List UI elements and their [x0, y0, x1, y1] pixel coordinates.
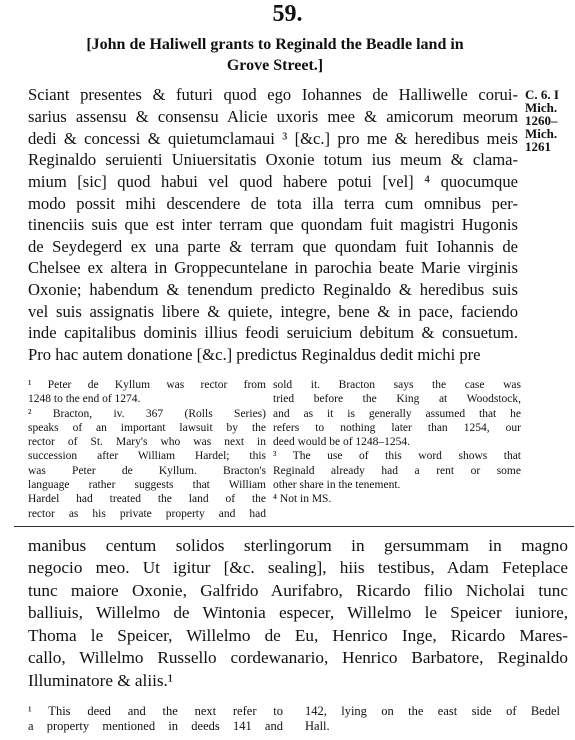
footnote-line: ² Bracton, iv. 367 (Rolls Series): [28, 407, 266, 420]
footnote-line: deed would be of 1248–1254.: [273, 436, 411, 449]
body-line: Chelsee ex altera in Groppecuntelane in parochia beate Marie virginis: [28, 258, 518, 277]
margin-note-line: 1261: [525, 139, 551, 154]
footnotes-left-column: [28, 378, 266, 521]
footnote-line: rector as his private property and had: [28, 507, 266, 520]
margin-note-line: Mich.: [525, 126, 558, 141]
continuation-line: Thoma le Speicer, Willelmo de Eu, Henrico Inge, Ricardo Mares-: [28, 626, 568, 645]
footnote-line: Hall.: [305, 719, 330, 733]
body-line: inde capitalibus dominis illius feodi seruicium debitum & consuetum.: [28, 323, 518, 342]
footnote-line: Hardel had treated the land of the: [28, 493, 266, 506]
footnote-line: speaks of an important lawsuit by the: [28, 421, 266, 434]
body-line: de Seydegerd ex una parte & terram que quondam fuit Iohannis de: [28, 237, 518, 256]
body-line: dedi & concessi & quietumclamaui ³ [&c.] pro me & heredibus meis: [28, 129, 518, 148]
footnote-line: refers to nothing later than 1254, our: [273, 421, 521, 434]
body-line: Sciant presentes & futuri quod ego Iohannes de Halliwelle corui-: [28, 85, 518, 104]
continuation-line: callo, Willelmo Russello cordewanario, Henrico Barbatore, Reginaldo: [28, 648, 568, 667]
body-line: modo possit mihi descendere de tota illa terra cum omnibus per-: [28, 194, 518, 213]
continuation-line: Illuminatore & aliis.¹: [28, 671, 174, 690]
continuation-line: tunc maiore Oxonie, Galfrido Aurifabro, Ricardo filio Nicholai tunc: [28, 581, 568, 600]
page-number: 59.: [272, 1, 303, 27]
footnote-line: a property mentioned in deeds 141 and: [28, 719, 283, 733]
footnote-line: ³ The use of this word shows that: [273, 450, 521, 463]
body-line: vel suis assignatis libere & quiete, integre, bene & in pace, faciendo: [28, 302, 518, 321]
footnote-line: was Peter de Kyllum. Bracton's: [28, 464, 266, 477]
body-line: Pro hac autem donatione [&c.] predictus Reginaldus dedit michi pre: [28, 345, 481, 364]
margin-date-note: [525, 88, 575, 153]
footnote-line: Reginald already had a rent or some: [273, 464, 521, 477]
footnote-line: sold it. Bracton says the case was: [273, 379, 521, 391]
continuation-line: manibus centum solidos sterlingorum in gersummam in magno: [28, 536, 568, 555]
footnote-line: 142, lying on the east side of Bedel: [305, 704, 560, 718]
body-line: Reginaldo seruienti Uniuersitatis Oxonie totum ius meum & clama-: [28, 150, 518, 169]
footnote-line: ¹ Peter de Kyllum was rector from: [28, 379, 266, 391]
margin-note-line: 1260–: [525, 113, 558, 128]
footnote-line: succession after William Hardel; this: [28, 450, 266, 463]
body-line: sarius assensu & consensu Alicie uxoris mee & amicorum meorum: [28, 107, 518, 126]
deed-heading: [30, 34, 520, 76]
footnote-line: other share in the tenement.: [273, 479, 401, 492]
heading-line-2: Grove Street.]: [226, 57, 324, 74]
footnote-line: 1248 to the end of 1274.: [28, 393, 141, 406]
footnote-line: rector of St. Mary's who was next in: [28, 436, 266, 449]
body-line: tinenciis suis que est inter terram que quondam fuit magistri Hugonis: [28, 215, 518, 234]
footnote-line: ⁴ Not in MS.: [273, 493, 332, 506]
bottom-footnote-left: [28, 704, 283, 734]
continuation-line: negocio meo. Ut igitur [&c. sealing], hiis testibus, Adam Feteplace: [28, 558, 568, 577]
page-divider: [14, 526, 574, 527]
footnote-line: and as it is generally assumed that he: [273, 407, 521, 420]
footnote-line: ¹ This deed and the next refer to: [28, 704, 283, 718]
body-line: mium [sic] quod habui vel quod habere potui [vel] ⁴ quocumque: [28, 172, 518, 191]
footnote-line: language rather suggests that William: [28, 479, 266, 492]
margin-note-line: Mich.: [525, 100, 558, 115]
body-line: Oxonie; habendum & tenendum predicto Reginaldo & heredibus suis: [28, 280, 518, 299]
continuation-line: balliuis, Willelmo de Wintonia especer, Willelmo le Speicer iuniore,: [28, 603, 568, 622]
heading-line-1: [John de Haliwell grants to Reginald the Beadle land in: [86, 36, 464, 53]
bottom-footnote-right: [305, 704, 560, 734]
footnote-line: tried before the King at Woodstock,: [273, 393, 521, 406]
footnotes-right-column: [273, 378, 521, 507]
margin-note-line: C. 6. I: [525, 87, 559, 102]
